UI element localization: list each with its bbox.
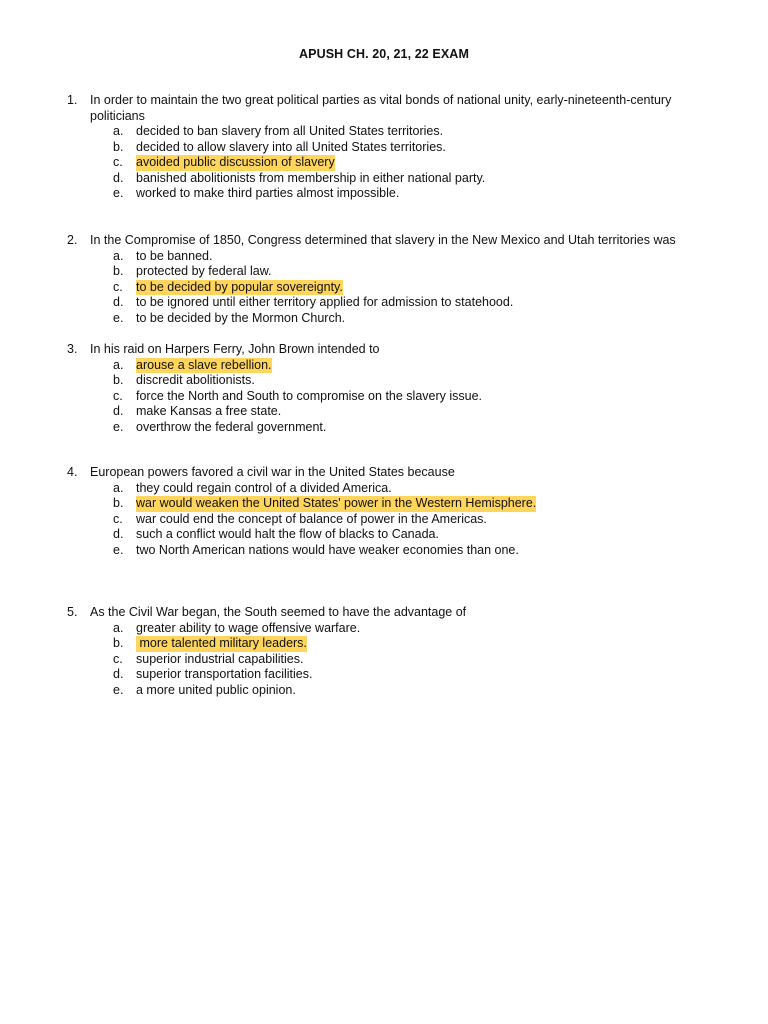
question-1 xyxy=(67,93,707,202)
highlighted-answer: war would weaken the United States' power in the Western Hemisphere. xyxy=(136,496,537,510)
question-number: 4. xyxy=(67,465,78,479)
option-letter: e. xyxy=(113,310,124,325)
question-text: In order to maintain the two great political parties as vital bonds of national unity, early-nineteenth-century politicians xyxy=(90,93,672,123)
answer-option-e xyxy=(113,186,707,202)
question-text: In his raid on Harpers Ferry, John Brown intended to xyxy=(90,342,380,356)
option-letter: d. xyxy=(113,404,124,418)
option-letter: a. xyxy=(113,620,124,635)
question-number: 2. xyxy=(67,233,78,247)
option-text: worked to make third parties almost impossible. xyxy=(136,186,400,200)
answer-option-c xyxy=(113,389,707,405)
answer-option-e xyxy=(113,311,707,327)
option-letter: e. xyxy=(113,682,124,697)
option-letter: c. xyxy=(113,279,123,294)
option-letter: a. xyxy=(113,480,124,495)
option-text: a more united public opinion. xyxy=(136,682,296,697)
option-letter: e. xyxy=(113,542,124,557)
answer-option-d xyxy=(113,295,707,311)
option-letter: d. xyxy=(113,295,124,309)
question-4 xyxy=(67,465,707,558)
answer-option-d xyxy=(113,667,707,683)
option-letter: b. xyxy=(113,496,124,510)
answer-option-d xyxy=(113,404,707,420)
option-letter: a. xyxy=(113,248,124,263)
answer-option-b xyxy=(113,140,707,156)
answer-option-e xyxy=(113,543,707,559)
answer-option-b xyxy=(113,636,707,652)
option-letter: e. xyxy=(113,186,124,200)
question-text: European powers favored a civil war in the United States because xyxy=(90,465,455,479)
answer-option-a xyxy=(113,358,707,374)
option-letter: c. xyxy=(113,511,123,526)
option-letter: d. xyxy=(113,527,124,541)
highlighted-answer: arouse a slave rebellion. xyxy=(136,357,272,372)
answer-option-d xyxy=(113,171,707,187)
answer-option-e xyxy=(113,683,707,699)
option-text: to be decided by the Mormon Church. xyxy=(136,310,346,325)
option-text: decided to allow slavery into all United States territories. xyxy=(136,139,446,154)
option-letter: c. xyxy=(113,155,123,169)
question-5 xyxy=(67,605,707,698)
answer-option-a xyxy=(113,124,707,140)
question-header xyxy=(67,342,707,358)
option-letter: d. xyxy=(113,667,124,681)
answer-option-e xyxy=(113,420,707,436)
answer-option-c xyxy=(113,155,707,171)
page-title: APUSH CH. 20, 21, 22 EXAM xyxy=(299,47,469,61)
option-text: greater ability to wage offensive warfare. xyxy=(136,620,361,635)
answer-option-b xyxy=(113,264,707,280)
highlighted-answer: more talented military leaders. xyxy=(136,636,307,650)
answer-options xyxy=(67,358,707,436)
option-text: overthrow the federal government. xyxy=(136,419,327,434)
option-text: banished abolitionists from membership in either national party. xyxy=(136,170,486,185)
question-2 xyxy=(67,233,707,326)
option-text: decided to ban slavery from all United States territories. xyxy=(136,124,444,138)
option-letter: b. xyxy=(113,264,124,278)
option-text: to be ignored until either territory applied for admission to statehood. xyxy=(136,295,514,309)
option-letter: b. xyxy=(113,139,124,154)
highlighted-answer: avoided public discussion of slavery xyxy=(136,155,335,169)
answer-option-a xyxy=(113,621,707,637)
option-text: discredit abolitionists. xyxy=(136,373,255,387)
option-text: to be banned. xyxy=(136,248,213,263)
highlighted-answer: to be decided by popular sovereignty. xyxy=(136,279,343,294)
option-letter: d. xyxy=(113,170,124,185)
question-header xyxy=(67,605,707,621)
answer-option-b xyxy=(113,496,707,512)
option-text: superior transportation facilities. xyxy=(136,667,313,681)
question-text: As the Civil War began, the South seemed to have the advantage of xyxy=(90,605,467,619)
question-3 xyxy=(67,342,707,435)
question-header xyxy=(67,465,707,481)
answer-option-b xyxy=(113,373,707,389)
option-letter: c. xyxy=(113,388,123,403)
answer-option-a xyxy=(113,249,707,265)
option-text: war could end the concept of balance of power in the Americas. xyxy=(136,511,487,526)
answer-option-c xyxy=(113,280,707,296)
answer-options xyxy=(67,124,707,202)
question-header xyxy=(67,93,707,124)
option-text: two North American nations would have weaker economies than one. xyxy=(136,542,519,557)
answer-option-c xyxy=(113,652,707,668)
answer-options xyxy=(67,481,707,559)
option-letter: b. xyxy=(113,373,124,387)
option-letter: b. xyxy=(113,636,124,650)
answer-option-a xyxy=(113,481,707,497)
question-number: 5. xyxy=(67,605,78,619)
answer-options xyxy=(67,621,707,699)
answer-option-d xyxy=(113,527,707,543)
option-text: they could regain control of a divided America. xyxy=(136,480,392,495)
option-letter: a. xyxy=(113,357,124,372)
option-text: such a conflict would halt the flow of blacks to Canada. xyxy=(136,527,439,541)
option-letter: e. xyxy=(113,419,124,434)
option-letter: a. xyxy=(113,124,124,138)
question-text: In the Compromise of 1850, Congress determined that slavery in the New Mexico and Utah territories was xyxy=(90,233,676,247)
answer-options xyxy=(67,249,707,327)
option-text: force the North and South to compromise on the slavery issue. xyxy=(136,388,483,403)
question-number: 1. xyxy=(67,93,78,107)
option-text: make Kansas a free state. xyxy=(136,404,282,418)
question-number: 3. xyxy=(67,342,78,356)
option-letter: c. xyxy=(113,651,123,666)
question-header xyxy=(67,233,707,249)
option-text: superior industrial capabilities. xyxy=(136,651,304,666)
option-text: protected by federal law. xyxy=(136,264,272,278)
answer-option-c xyxy=(113,512,707,528)
